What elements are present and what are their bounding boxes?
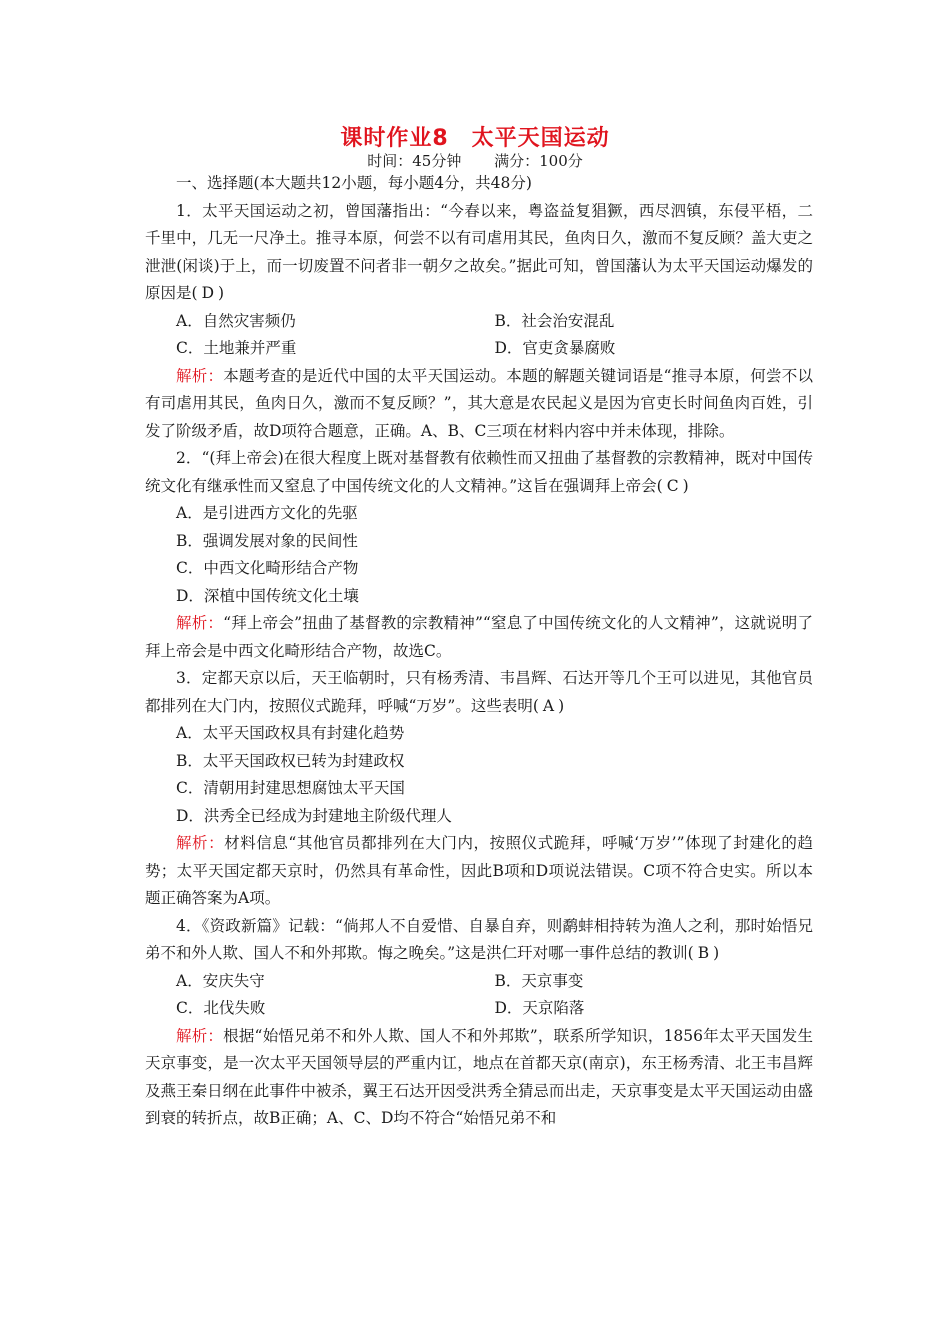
full-score: 满分：100分	[494, 152, 583, 170]
option-c: C．土地兼并严重	[176, 339, 297, 357]
analysis-label: 解析：	[176, 834, 225, 852]
answer: A	[542, 696, 555, 715]
option-a: A．是引进西方文化的先驱	[176, 504, 358, 522]
analysis: 解析：根据“始悟兄弟不和外人欺、国人不和外邦欺”，联系所学知识，1856年太平天国发生天京事变，是一次太平天国领导层的严重内讧，地点在首都天京(南京)，东王杨秀清、北王韦昌辉及燕王秦日纲在此事件中被杀，翼王石达开因受洪秀全猜忌而出走，天京事变是太平天国运动由盛到衰的转折点，故B正确；A、C、D均不符合“始悟兄弟不和	[145, 1026, 813, 1127]
analysis: 解析：“拜上帝会”扭曲了基督教的宗教精神”“窒息了中国传统文化的人文精神”，这就说明了拜上帝会是中西文化畸形结合产物，故选C。	[145, 614, 813, 660]
option-d: D．深植中国传统文化土壤	[176, 586, 359, 605]
option-d: D．天京陷落	[494, 999, 585, 1017]
option-a: A．安庆失守	[176, 971, 265, 990]
question-3	[145, 665, 813, 913]
option-d: D．洪秀全已经成为封建地主阶级代理人	[176, 806, 452, 825]
analysis-label: 解析：	[176, 1026, 224, 1045]
analysis-label: 解析：	[176, 614, 224, 632]
question-stem: 1．太平天国运动之初，曾国藩指出：“今春以来，粤盗益复猖獗，西尽泗镇，东侵平梧，二千里中，几无一尺净土。推寻本原，何尝不以有司虐用其民，鱼肉日久，激而不复反顾？盖大吏之泄泄(闲谈)于上，而一切废置不问者非一朝夕之故矣。”据此可知，曾国藩认为太平天国运动爆发的原因是( D )	[145, 201, 813, 302]
option-c: C．清朝用封建思想腐蚀太平天国	[176, 779, 405, 797]
analysis: 解析：材料信息“其他官员都排列在大门内，按照仪式跪拜，呼喊‘万岁’”体现了封建化的趋势；太平天国定都天京时，仍然具有革命性，因此B项和D项说法错误。C项不符合史实。所以本题正确答案为A项。	[145, 834, 813, 907]
exam-meta	[0, 150, 950, 171]
option-a: A．太平天国政权具有封建化趋势	[176, 724, 405, 742]
question-2	[145, 445, 813, 665]
option-c: C．北伐失败	[176, 999, 266, 1017]
question-stem: 2．“(拜上帝会)在很大程度上既对基督教有依赖性而又扭曲了基督教的宗教精神，既对中国传统文化有继承性而又窒息了中国传统文化的人文精神。”这旨在强调拜上帝会( C )	[145, 449, 813, 495]
option-d: D．官吏贪暴腐败	[494, 339, 616, 357]
question-stem: 3．定都天京以后，天王临朝时，只有杨秀清、韦昌辉、石达开等几个王可以进见，其他官员都排列在大门内，按照仪式跪拜，呼喊“万岁”。这些表明( A )	[145, 669, 813, 715]
time-limit: 时间：45分钟	[367, 152, 462, 170]
answer: B	[697, 944, 710, 962]
answer: C	[666, 476, 679, 495]
analysis: 解析：本题考查的是近代中国的太平天国运动。本题的解题关键词语是“推寻本原，何尝不以有司虐用其民，鱼肉日久，激而不复反顾？”，其大意是农民起义是因为官吏长时间鱼肉百姓，引发了阶级矛盾，故D项符合题意，正确。A、B、C三项在材料内容中并未体现，排除。	[145, 366, 813, 440]
option-a: A．自然灾害频仍	[176, 311, 296, 330]
option-b: B．天京事变	[494, 971, 584, 990]
option-b: B．太平天国政权已转为封建政权	[176, 751, 405, 770]
option-c: C．中西文化畸形结合产物	[176, 559, 359, 577]
page-title: 课时作业8 太平天国运动	[340, 126, 610, 151]
question-4	[145, 913, 813, 1133]
option-b: B．强调发展对象的民间性	[176, 531, 358, 550]
question-stem: 4．《资政新篇》记载：“倘邦人不自爱惜、自暴自弃，则鹬蚌相持转为渔人之利，那时始悟兄弟不和外人欺、国人不和外邦欺。悔之晚矣。”这是洪仁玕对哪一事件总结的教训( B )	[145, 916, 813, 962]
option-b: B．社会治安混乱	[494, 311, 615, 330]
analysis-label: 解析：	[176, 366, 224, 385]
question-1	[145, 198, 813, 446]
section-heading: 一、选择题(本大题共12小题，每小题4分，共48分)	[176, 174, 532, 192]
answer: D	[201, 284, 214, 302]
content	[145, 170, 813, 1133]
